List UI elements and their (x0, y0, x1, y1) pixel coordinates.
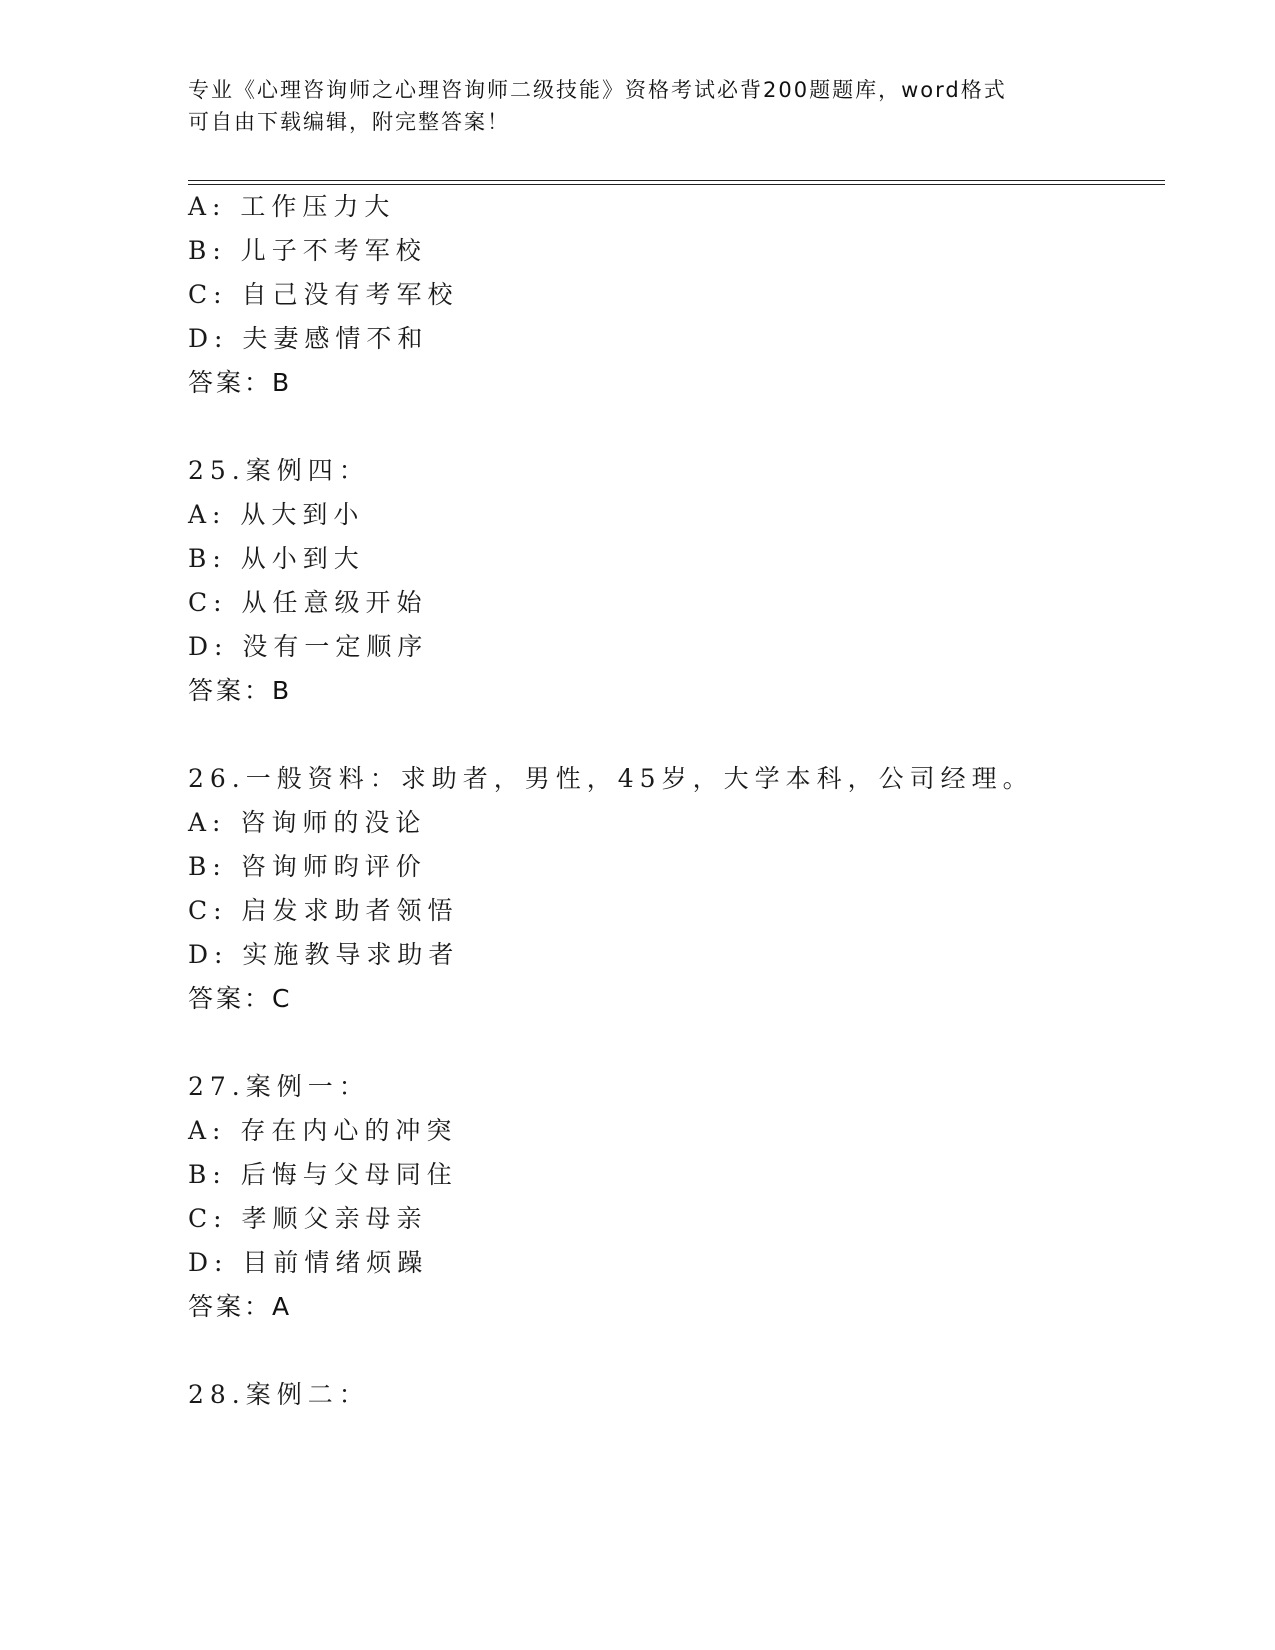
document-header (188, 74, 1088, 138)
option-b: B: 咨询师昀评价 (188, 852, 427, 881)
header-title-line-2: 可自由下载编辑，附完整答案！ (188, 110, 510, 134)
answer-line: 答案：C (188, 984, 293, 1013)
option-b: B: 后悔与父母同住 (188, 1160, 458, 1189)
option-a: A: 工作压力大 (188, 192, 396, 221)
question-25-title: 25.案例四： (188, 456, 370, 485)
option-b: B: 儿子不考军校 (188, 236, 427, 265)
option-c: C: 启发求助者领悟 (188, 896, 459, 925)
question-26-title: 26.一般资料：求助者，男性，45岁，大学本科，公司经理。 (188, 764, 1034, 793)
option-c: C: 从任意级开始 (188, 588, 428, 617)
option-a: A: 存在内心的冲突 (188, 1116, 458, 1145)
header-title-line-1: 专业《心理咨询师之心理咨询师二级技能》资格考试必背200题题库，word格式 (188, 78, 1007, 102)
option-a: A: 咨询师的没论 (188, 808, 427, 837)
option-d: D: 实施教导求助者 (188, 940, 460, 969)
option-d: D: 夫妻感情不和 (188, 324, 429, 353)
option-b: B: 从小到大 (188, 544, 365, 573)
answer-line: 答案：B (188, 368, 293, 397)
question-28-title: 28.案例二： (188, 1380, 370, 1409)
header-divider-top (188, 180, 1165, 181)
option-a: A: 从大到小 (188, 500, 365, 529)
option-d: D: 没有一定顺序 (188, 632, 429, 661)
question-27-title: 27.案例一： (188, 1072, 370, 1101)
answer-line: 答案：A (188, 1292, 293, 1321)
option-c: C: 自己没有考军校 (188, 280, 459, 309)
header-divider-bottom (188, 184, 1165, 185)
option-d: D: 目前情绪烦躁 (188, 1248, 429, 1277)
answer-line: 答案：B (188, 676, 293, 705)
option-c: C: 孝顺父亲母亲 (188, 1204, 428, 1233)
